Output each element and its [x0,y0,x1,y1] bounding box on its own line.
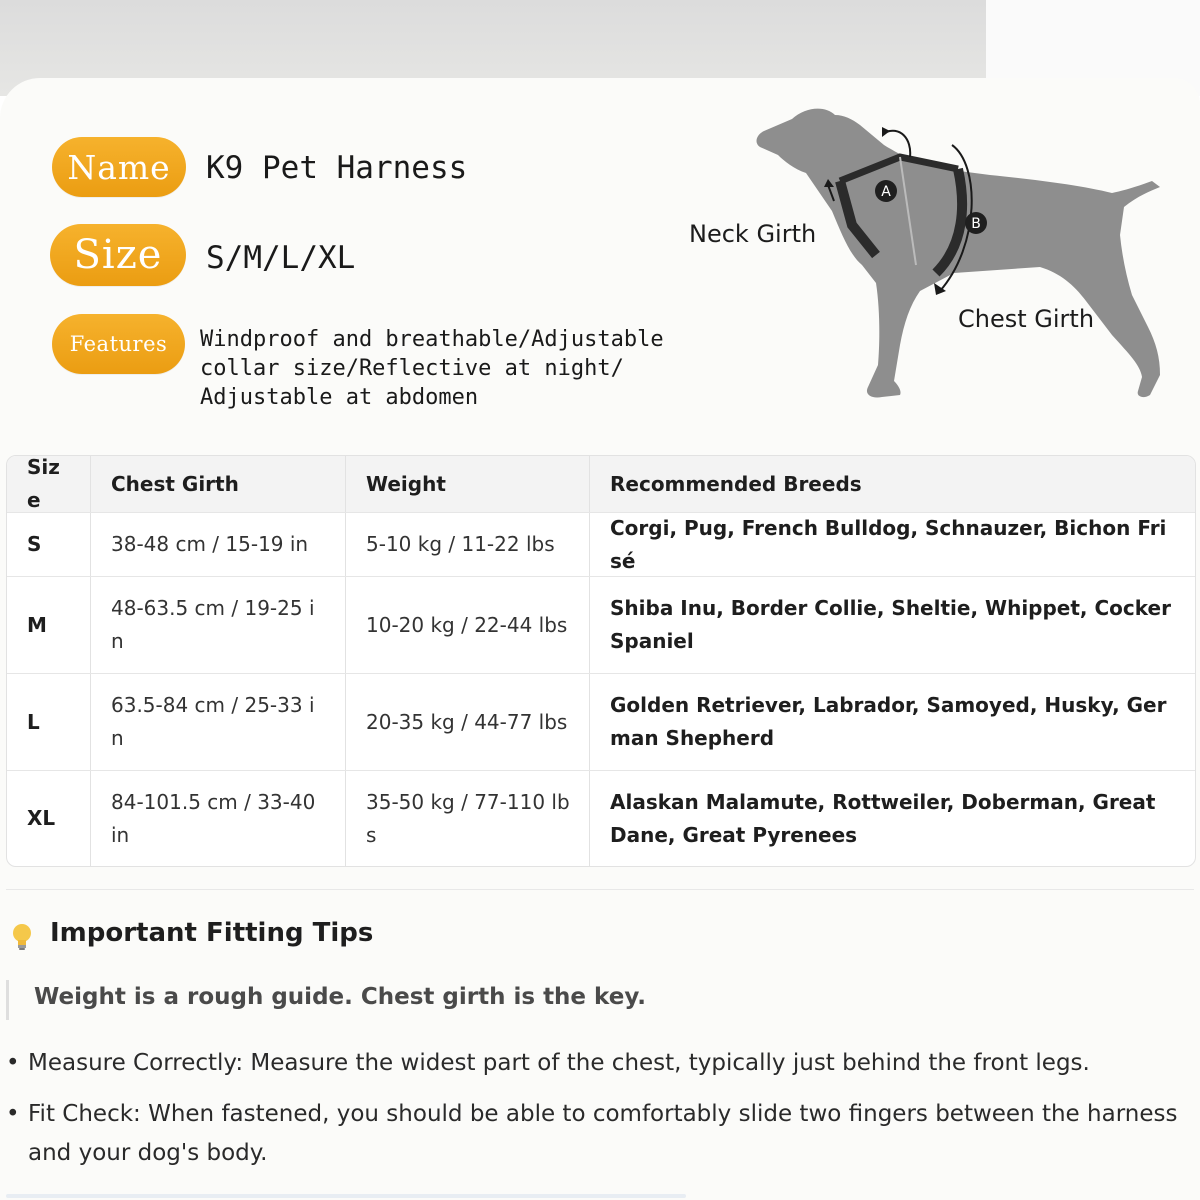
cell-chest: 63.5-84 cm / 25-33 in [91,674,346,770]
list-item [6,1095,1186,1175]
quote-bar [6,980,9,1020]
header-chest-girth: Chest Girth [91,456,346,512]
features-line: Windproof and breathable/Adjustable [200,327,664,352]
dog-measurement-diagram [740,95,1190,415]
tips-title: Important Fitting Tips [50,918,374,948]
cell-breeds: Alaskan Malamute, Rottweiler, Doberman, Great Dane, Great Pyrenees [610,789,1156,847]
size-table [6,455,1196,867]
size-label: Size [73,232,163,278]
marker-a-label: A [881,184,891,200]
name-label: Name [67,147,171,187]
neck-girth-label: Neck Girth [689,220,817,248]
cell-chest: 48-63.5 cm / 19-25 in [91,577,346,673]
features-line: Adjustable at abdomen [200,385,479,410]
tips-quote: Weight is a rough guide. Chest girth is the key. [34,984,646,1010]
cell-breeds: Shiba Inu, Border Collie, Sheltie, Whippet, Cocker Spaniel [610,596,1171,653]
size-value: S/M/L/XL [206,240,356,276]
header-weight: Weight [346,456,590,512]
cell-breeds: Corgi, Pug, French Bulldog, Schnauzer, Bichon Frisé [610,515,1167,573]
chest-girth-label: Chest Girth [958,305,1095,333]
features-text [200,325,664,412]
section-divider [6,889,1194,890]
table-row [7,771,1195,866]
cell-weight: 10-20 kg / 22-44 lbs [346,577,590,673]
cell-size: S [7,513,91,576]
table-row [7,513,1195,577]
bullet-dot: • [6,1101,20,1127]
cell-size: XL [7,771,91,866]
name-pill [52,137,186,197]
cell-chest: 38-48 cm / 15-19 in [91,513,346,576]
header-size: Size [7,456,91,512]
cell-size: M [7,577,91,673]
size-pill [50,224,186,286]
cell-breeds: Golden Retriever, Labrador, Samoyed, Husky, German Shepherd [610,693,1167,750]
features-line: collar size/Reflective at night/ [200,356,624,381]
cell-weight: 35-50 kg / 77-110 lbs [346,771,590,866]
table-row [7,577,1195,674]
bullet-dot: • [6,1050,20,1076]
lightbulb-icon [10,922,34,952]
bottom-input-edge [6,1194,686,1198]
list-item [6,1044,1186,1084]
name-value: K9 Pet Harness [206,150,468,186]
cell-weight: 20-35 kg / 44-77 lbs [346,674,590,770]
header-breeds: Recommended Breeds [610,471,862,496]
features-label: Features [69,332,168,356]
marker-b-icon [965,212,987,234]
table-row [7,674,1195,771]
marker-a-icon [875,180,897,202]
table-header-row [7,456,1195,513]
features-pill [52,314,185,374]
cell-chest: 84-101.5 cm / 33-40 in [91,771,346,866]
cell-weight: 5-10 kg / 11-22 lbs [346,513,590,576]
bullet-text: Fit Check: When fastened, you should be able to comfortably slide two fingers between the harness and your dog's body. [28,1101,1178,1166]
bullet-text: Measure Correctly: Measure the widest part of the chest, typically just behind the front legs. [28,1050,1090,1076]
marker-b-label: B [971,216,981,232]
cell-size: L [7,674,91,770]
